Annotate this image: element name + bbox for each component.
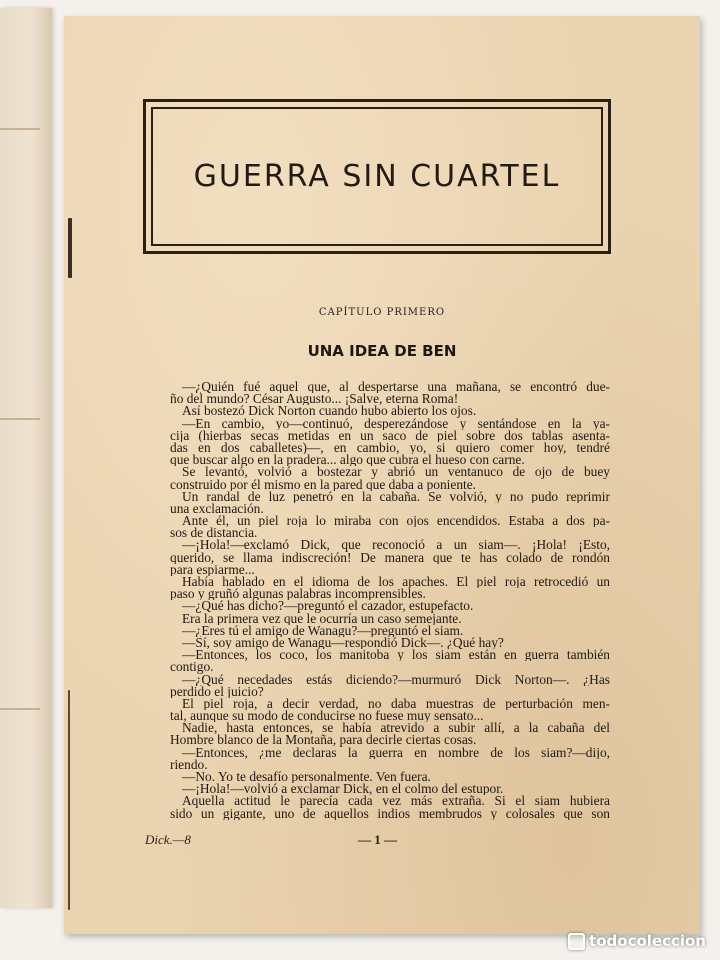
text-line: construido por él mismo en la pared que daba a poniente. (170, 478, 477, 491)
text-line: para espiarme... (170, 563, 255, 576)
text-line: Un randal de luz penetró en la cabaña. Se volvió, y no pudo reprimir (182, 490, 610, 503)
text-line: Nadie, hasta entonces, se había atrevido a subir allí, a la cabaña del (182, 722, 610, 735)
watermark (568, 932, 706, 950)
title-frame (143, 99, 611, 254)
text-line: —¡Hola!—volvió a exclamar Dick, en el colmo del estupor. (182, 783, 504, 796)
footer-series-label: Dick.—8 (145, 832, 191, 847)
text-line: —¿Quién fué aquel que, al despertarse una mañana, se encontró due- (182, 381, 610, 394)
text-line: Había hablado en el idioma de los apaches. El piel roja retrocedió un (182, 576, 610, 589)
text-line: tal, aunque su modo de conducirse no fuese muy sensato... (170, 710, 484, 723)
text-line: ño del mundo? César Augusto... ¡Salve, eterna Roma! (170, 393, 459, 406)
text-line: El piel roja, a decir verdad, no daba muestras de perturbación men- (182, 697, 610, 711)
paper-tear-mark (0, 708, 40, 710)
text-line: perdido el juicio? (170, 685, 264, 698)
text-line: sido un gigante, uno de aquellos indios membrudos y colosales que son (170, 807, 610, 820)
paper-tear-mark (0, 128, 40, 130)
paper-tear-mark (0, 418, 40, 420)
text-line: —En cambio, yo—continuó, desperezándose y sentándose en la ya- (182, 417, 610, 430)
watermark-text: todocoleccion (589, 932, 706, 950)
text-line: querido, se llama indiscreción! De manera que te has colado de rondón (170, 551, 610, 564)
text-line: que buscar algo en la pradera... algo que cubra el hueso con carne. (170, 454, 525, 467)
text-line: cija (hierbas secas metidas en un saco de piel sobre dos tablas asenta- (170, 429, 610, 442)
text-line: —Sí, soy amigo de Wanagu—respondió Dick—. ¿Qué hay? (182, 636, 504, 650)
text-line: contigo. (170, 661, 214, 674)
text-line: Aquella actitud le parecía cada vez más extraña. Si el siam hubiera (182, 795, 610, 808)
text-line: —¿Qué has dicho?—preguntó el cazador, estupefacto. (182, 600, 474, 613)
text-line: —No. Yo te desafío personalmente. Ven fuera. (182, 771, 431, 784)
page-footer (145, 832, 610, 852)
text-line: una exclamación. (170, 502, 264, 516)
text-line: —Entonces, ¿me declaras la guerra en nombre de los siam?—dijo, (182, 746, 610, 759)
watermark-logo-icon (568, 933, 585, 950)
text-line: Hombre blanco de la Montaña, para decirle ciertas cosas. (170, 734, 477, 747)
body-text (170, 381, 610, 820)
text-line: —¿Qué necedades estás diciendo?—murmuró Dick Norton—. ¿Has (182, 673, 610, 686)
page-number: — 1 — (358, 832, 397, 847)
text-line: sos de distancia. (170, 527, 258, 540)
text-line: riendo. (170, 758, 208, 771)
text-line: —Entonces, los coco, los manitoba y los siam están en guerra también (182, 649, 610, 662)
text-line: —¿Eres tú el amigo de Wanagu?—preguntó el siam. (182, 624, 464, 637)
chapter-label: CAPÍTULO PRIMERO (318, 307, 446, 318)
binding-staple (68, 218, 72, 278)
book-title: GUERRA SIN CUARTEL (193, 159, 561, 194)
text-line: Así bostezó Dick Norton cuando hubo abierto los ojos. (182, 405, 477, 418)
text-line: paso y gruñó algunas palabras incomprensibles. (170, 588, 426, 601)
text-line: das en dos caballetes)—, en cambio, yo, si quiero comer hoy, tendré (170, 441, 610, 455)
text-line: —¡Hola!—exclamó Dick, que reconoció a un siam—. ¡Hola! ¡Esto, (182, 539, 610, 552)
chapter-title: UNA IDEA DE BEN (307, 342, 457, 360)
back-page-edge (0, 8, 52, 908)
text-line: Ante él, un piel roja lo miraba con ojos encendidos. Estaba a dos pa- (182, 515, 610, 528)
text-line: Se levantó, volvió a bostezar y abrió un ventanuco de ojo de buey (182, 466, 610, 479)
binding-edge (68, 690, 70, 910)
text-line: Era la primera vez que le ocurría un caso semejante. (182, 612, 462, 625)
